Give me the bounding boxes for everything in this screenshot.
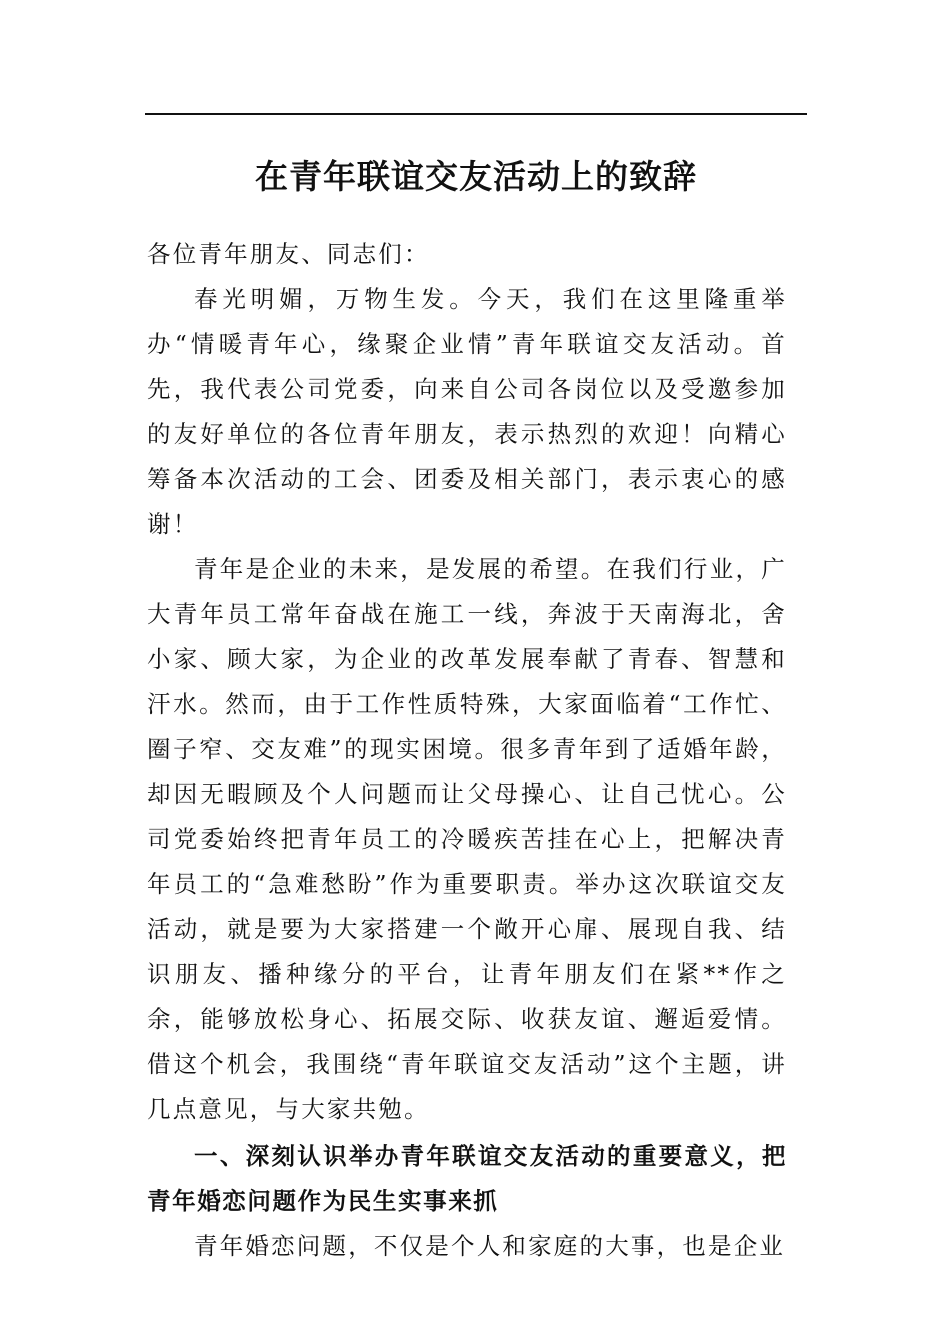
paragraph-section-1-start: 青年婚恋问题，不仅是个人和家庭的大事，也是企业 — [194, 1232, 786, 1260]
paragraph-youth-future: 青年是企业的未来，是发展的希望。在我们行业，广大青年员工常年奋战在施工一线，奔波于天南海北，舍小家、顾大家，为企业的改革发展奉献了青春、智慧和汗水。然而，由于工作性质特殊，大家面临着“工作忙、圈子窄、交友难”的现实困境。很多青年到了适婚年龄，却因无暇顾及个人问题而让父母操心、让自己忧心。公司党委始终把青年员工的冷暖疾苦挂在心上，把解决青年员工的“急难愁盼”作为重要职责。举办这次联谊交友活动，就是要为大家搭建一个敞开心扉、展现自我、结识朋友、播种缘分的平台，让青年朋友们在紧**作之余，能够放松身心、拓展交际、收获友谊、邂逅爱情。借这个机会，我围绕“青年联谊交友活动”这个主题，讲几点意见，与大家共勉。 — [147, 555, 787, 1123]
document-title: 在青年联谊交友活动上的致辞 — [255, 157, 697, 196]
salutation: 各位青年朋友、同志们： — [147, 240, 430, 268]
document-body — [147, 232, 787, 1269]
paragraph-opening: 春光明媚，万物生发。今天，我们在这里隆重举办“情暖青年心，缘聚企业情”青年联谊交友活动。首先，我代表公司党委，向来自公司各岗位以及受邀参加的友好单位的各位青年朋友，表示热烈的欢迎！向精心筹备本次活动的工会、团委及相关部门，表示衷心的感谢！ — [147, 285, 787, 538]
header-rule — [145, 113, 807, 115]
section-heading-1: 一、深刻认识举办青年联谊交友活动的重要意义，把青年婚恋问题作为民生实事来抓 — [147, 1142, 787, 1215]
